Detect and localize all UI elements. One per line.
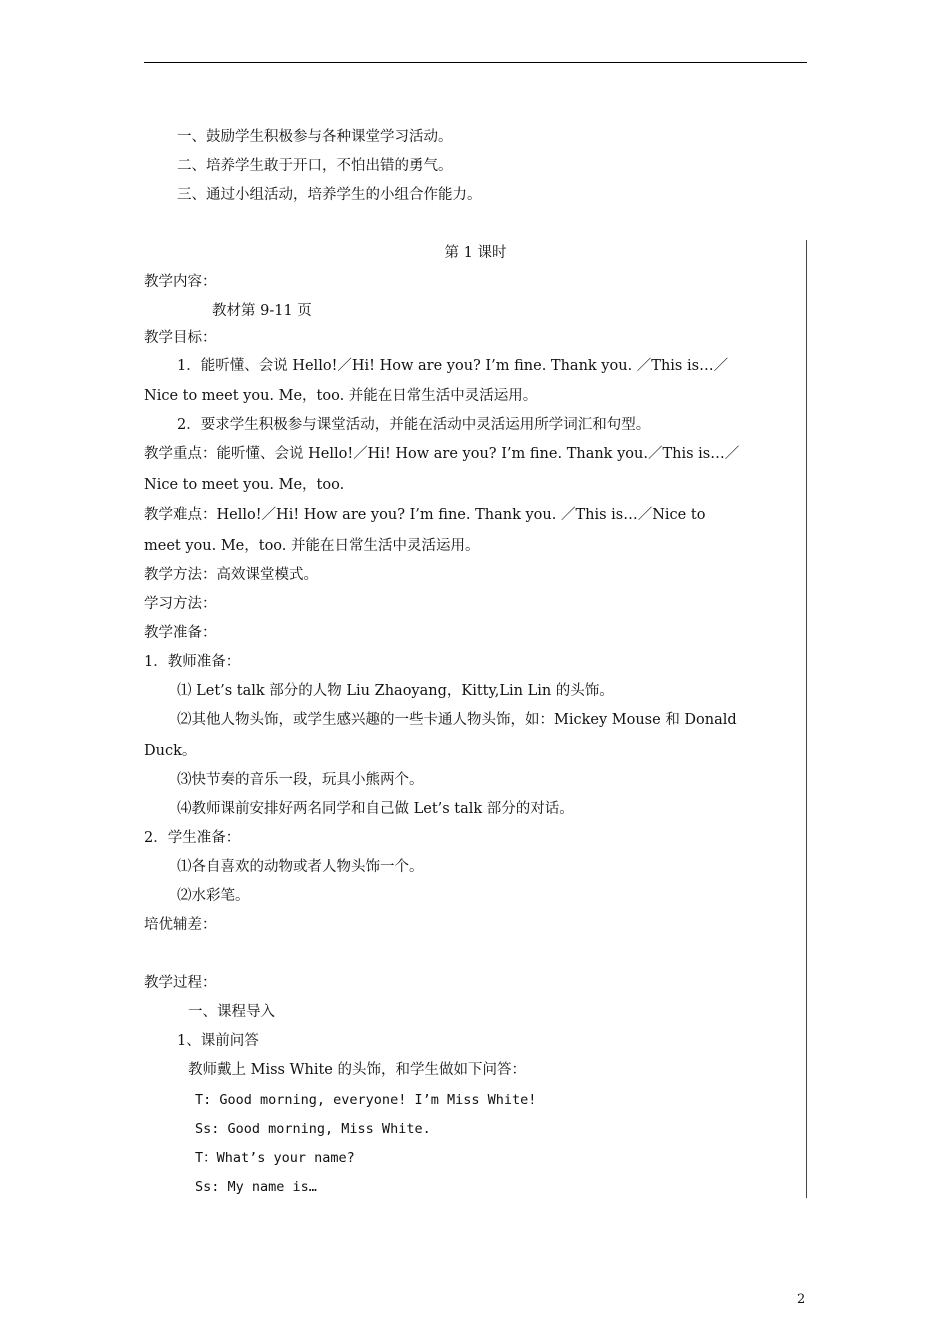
tutoring-label: 培优辅差： <box>144 917 217 933</box>
dialogue-line: T：What’s your name? <box>195 1150 355 1166</box>
goal-3: 三、通过小组活动，培养学生的小组合作能力。 <box>177 187 482 203</box>
goal-1: 一、鼓励学生积极参与各种课堂学习活动。 <box>177 129 453 145</box>
dialogue-line: Ss: My name is… <box>195 1179 317 1195</box>
teacher-prep-2-line-1: ⑵其他人物头饰，或学生感兴趣的一些卡通人物头饰，如：Mickey Mouse 和 Donald <box>177 712 737 728</box>
step-1-heading: 一、课程导入 <box>188 1004 275 1020</box>
objectives-label: 教学目标： <box>144 330 217 346</box>
objective-1-line-2: Nice to meet you. Me，too. 并能在日常生活中灵活运用。 <box>144 388 538 404</box>
table-border-right <box>806 240 807 1198</box>
header-rule <box>144 62 807 63</box>
key-points-line-1: 教学重点：能听懂、会说 Hello!／Hi! How are you? I’m fine. Thank you.／This is…／ <box>144 446 740 462</box>
goal-2: 二、培养学生敢于开口，不怕出错的勇气。 <box>177 158 453 174</box>
student-prep-1: ⑴各自喜欢的动物或者人物头饰一个。 <box>177 859 424 875</box>
difficulty-line-2: meet you. Me，too. 并能在日常生活中灵活运用。 <box>144 538 480 554</box>
teacher-prep-4: ⑷教师课前安排好两名同学和自己做 Let’s talk 部分的对话。 <box>177 801 574 817</box>
teacher-prep-label: 1．教师准备： <box>144 654 241 670</box>
objective-1-line-1: 1．能听懂、会说 Hello!／Hi! How are you? I’m fine. Thank you. ／This is…／ <box>177 358 729 374</box>
teacher-prep-1: ⑴ Let’s talk 部分的人物 Liu Zhaoyang，Kitty,Lin Lin 的头饰。 <box>177 683 614 699</box>
dialogue-line: T: Good morning, everyone! I’m Miss White! <box>195 1092 537 1108</box>
objective-2: 2．要求学生积极参与课堂活动，并能在活动中灵活运用所学词汇和句型。 <box>177 417 651 433</box>
preparation-label: 教学准备： <box>144 625 217 641</box>
content-value: 教材第 9-11 页 <box>212 303 312 319</box>
lesson-title: 第 1 课时 <box>444 245 507 261</box>
difficulty-line-1: 教学难点：Hello!／Hi! How are you? I’m fine. Thank you. ／This is…／Nice to <box>144 507 706 523</box>
teaching-method: 教学方法：高效课堂模式。 <box>144 567 318 583</box>
teacher-prep-2-line-2: Duck。 <box>144 743 197 759</box>
dialogue-line: Ss: Good morning, Miss White. <box>195 1121 431 1137</box>
content-label: 教学内容： <box>144 274 217 290</box>
page-number: 2 <box>797 1292 806 1307</box>
key-points-line-2: Nice to meet you. Me，too. <box>144 477 345 493</box>
learning-method: 学习方法： <box>144 596 217 612</box>
process-label: 教学过程： <box>144 975 217 991</box>
step-1-1-heading: 1、课前问答 <box>177 1033 259 1049</box>
student-prep-label: 2．学生准备： <box>144 830 241 846</box>
student-prep-2: ⑵水彩笔。 <box>177 888 250 904</box>
step-1-intro: 教师戴上 Miss White 的头饰，和学生做如下问答： <box>188 1062 526 1078</box>
teacher-prep-3: ⑶快节奏的音乐一段，玩具小熊两个。 <box>177 772 424 788</box>
